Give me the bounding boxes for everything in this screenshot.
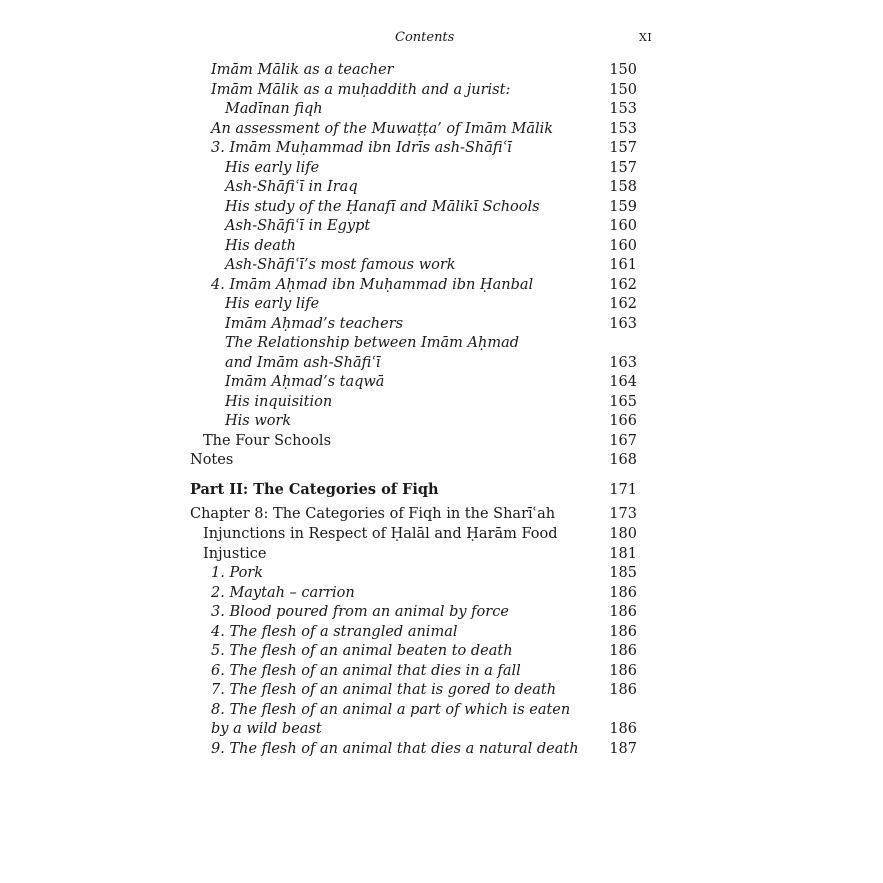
- toc-entry-title: His early life: [225, 160, 320, 176]
- toc-entry-page: 153: [609, 121, 637, 137]
- toc-entry-page: 168: [609, 452, 637, 468]
- toc-entry-title: Injunctions in Respect of Ḥalāl and Ḥarām Food: [203, 526, 558, 542]
- toc-entry-title: His work: [225, 413, 292, 429]
- toc-entry-page: 167: [609, 433, 637, 449]
- toc-chapter-heading: [0, 504, 883, 524]
- toc-entry-page: 186: [609, 721, 637, 737]
- toc-entry-title: Part II: The Categories of Fiqh: [190, 481, 439, 498]
- toc-entry-page: 163: [609, 355, 637, 371]
- toc-entry-page: 160: [609, 238, 637, 254]
- toc-entry-title: 1. Pork: [211, 565, 264, 581]
- toc-entry-title: 3. Blood poured from an animal by force: [211, 604, 509, 620]
- toc-entry: [0, 372, 883, 392]
- toc-entry-page: 186: [609, 682, 637, 698]
- toc-entry-title: Imām Mālik as a teacher: [211, 62, 394, 78]
- toc-entry-title: Chapter 8: The Categories of Fiqh in the Sharīʿah: [190, 506, 556, 522]
- toc-entry-title: by a wild beast: [211, 721, 322, 737]
- toc-entry-page: 186: [609, 643, 637, 659]
- toc-entry-page: 150: [609, 82, 637, 98]
- toc-entry-page: 181: [609, 546, 637, 562]
- toc-entry: [0, 524, 883, 544]
- toc-entry: [0, 60, 883, 80]
- toc-entry-page: 186: [609, 604, 637, 620]
- toc-entry: [0, 138, 883, 158]
- toc-entry-title: Madīnan fiqh: [225, 101, 323, 117]
- toc-entry: [0, 119, 883, 139]
- toc-entry-page: 159: [609, 199, 637, 215]
- toc-entry-title: His inquisition: [225, 394, 333, 410]
- toc-entry: [0, 563, 883, 583]
- toc-entry-page: 162: [609, 277, 637, 293]
- toc-entry: [0, 333, 883, 353]
- toc-entry-title: Ash-Shāfiʿī in Egypt: [225, 218, 371, 234]
- toc-entry: [0, 450, 883, 470]
- toc-entry-page: 186: [609, 624, 637, 640]
- toc-entry-page: 161: [609, 257, 637, 273]
- toc-entry: [0, 680, 883, 700]
- toc-entry-page: 164: [609, 374, 637, 390]
- toc-part-heading: [0, 480, 883, 500]
- toc-entry-page: 157: [609, 140, 637, 156]
- toc-entry-page: 160: [609, 218, 637, 234]
- running-header-title: Contents: [395, 30, 455, 45]
- toc-entry-title: Ash-Shāfiʿī’s most famous work: [225, 257, 456, 273]
- toc-entry: [0, 719, 883, 739]
- toc-entry: [0, 216, 883, 236]
- toc-entry-title: Notes: [190, 452, 234, 468]
- toc-entry: [0, 177, 883, 197]
- toc-entry-title: and Imām ash-Shāfiʿī: [225, 355, 381, 371]
- toc-entry-page: 187: [609, 741, 637, 757]
- toc-entry: [0, 294, 883, 314]
- toc-entry-title: 5. The flesh of an animal beaten to death: [211, 643, 513, 659]
- toc-entry-page: 150: [609, 62, 637, 78]
- toc-entry-title: His death: [225, 238, 297, 254]
- toc-entry-title: Imām Aḥmad’s taqwā: [225, 374, 385, 390]
- toc-entry-title: 9. The flesh of an animal that dies a natural death: [211, 741, 579, 757]
- toc-entry-page: 186: [609, 585, 637, 601]
- toc-entry-title: An assessment of the Muwaṭṭa’ of Imām Mālik: [211, 121, 554, 137]
- toc-entry: [0, 197, 883, 217]
- toc-entry: [0, 583, 883, 603]
- toc-entry: [0, 80, 883, 100]
- toc-entry-title: Ash-Shāfiʿī in Iraq: [225, 179, 358, 195]
- toc-entry-title: 6. The flesh of an animal that dies in a fall: [211, 663, 521, 679]
- toc-entry: [0, 411, 883, 431]
- toc-entry-page: 180: [609, 526, 637, 542]
- toc-entry-title: The Four Schools: [203, 433, 332, 449]
- toc-entry-page: 173: [609, 506, 637, 522]
- toc-entry-page: 186: [609, 663, 637, 679]
- toc-entry-page: 162: [609, 296, 637, 312]
- toc-entry: [0, 353, 883, 373]
- toc-entry: [0, 158, 883, 178]
- toc-entry-page: 185: [609, 565, 637, 581]
- toc-entry-title: 2. Maytah – carrion: [211, 585, 355, 601]
- toc-entry: [0, 99, 883, 119]
- toc-entry-page: 157: [609, 160, 637, 176]
- toc-entry: [0, 236, 883, 256]
- toc-entry: [0, 739, 883, 759]
- toc-entry: [0, 314, 883, 334]
- toc-entry-page: 171: [609, 482, 637, 498]
- toc-entry-title: Imām Mālik as a muḥaddith and a jurist:: [211, 82, 511, 98]
- toc-entry-title: 8. The flesh of an animal a part of which is eaten: [211, 702, 571, 718]
- toc-entry-title: His study of the Ḥanafī and Mālikī Schools: [225, 199, 540, 215]
- toc-entry: [0, 431, 883, 451]
- toc-entry: [0, 392, 883, 412]
- toc-entry-page: 158: [609, 179, 637, 195]
- toc-entry-page: 163: [609, 316, 637, 332]
- toc-entry: [0, 602, 883, 622]
- toc-entry-title: Injustice: [203, 546, 267, 562]
- toc-entry-title: 4. The flesh of a strangled animal: [211, 624, 458, 640]
- toc-entry: [0, 255, 883, 275]
- toc-entry-page: 153: [609, 101, 637, 117]
- toc-entry: [0, 661, 883, 681]
- page-number-roman: XI: [639, 31, 653, 44]
- toc-entry-title: 3. Imām Muḥammad ibn Idrīs ash-Shāfiʿī: [211, 140, 512, 156]
- toc-entry-title: The Relationship between Imām Aḥmad: [225, 335, 520, 351]
- toc-entry-title: 7. The flesh of an animal that is gored to death: [211, 682, 557, 698]
- toc-entry-title: His early life: [225, 296, 320, 312]
- toc-entry-page: 165: [609, 394, 637, 410]
- toc-entry: [0, 544, 883, 564]
- toc-entry-title: 4. Imām Aḥmad ibn Muḥammad ibn Ḥanbal: [211, 277, 534, 293]
- toc-entry: [0, 622, 883, 642]
- toc-entry: [0, 275, 883, 295]
- toc-entry: [0, 641, 883, 661]
- toc-entry: [0, 700, 883, 720]
- toc-entry-page: 166: [609, 413, 637, 429]
- toc-entry-title: Imām Aḥmad’s teachers: [225, 316, 404, 332]
